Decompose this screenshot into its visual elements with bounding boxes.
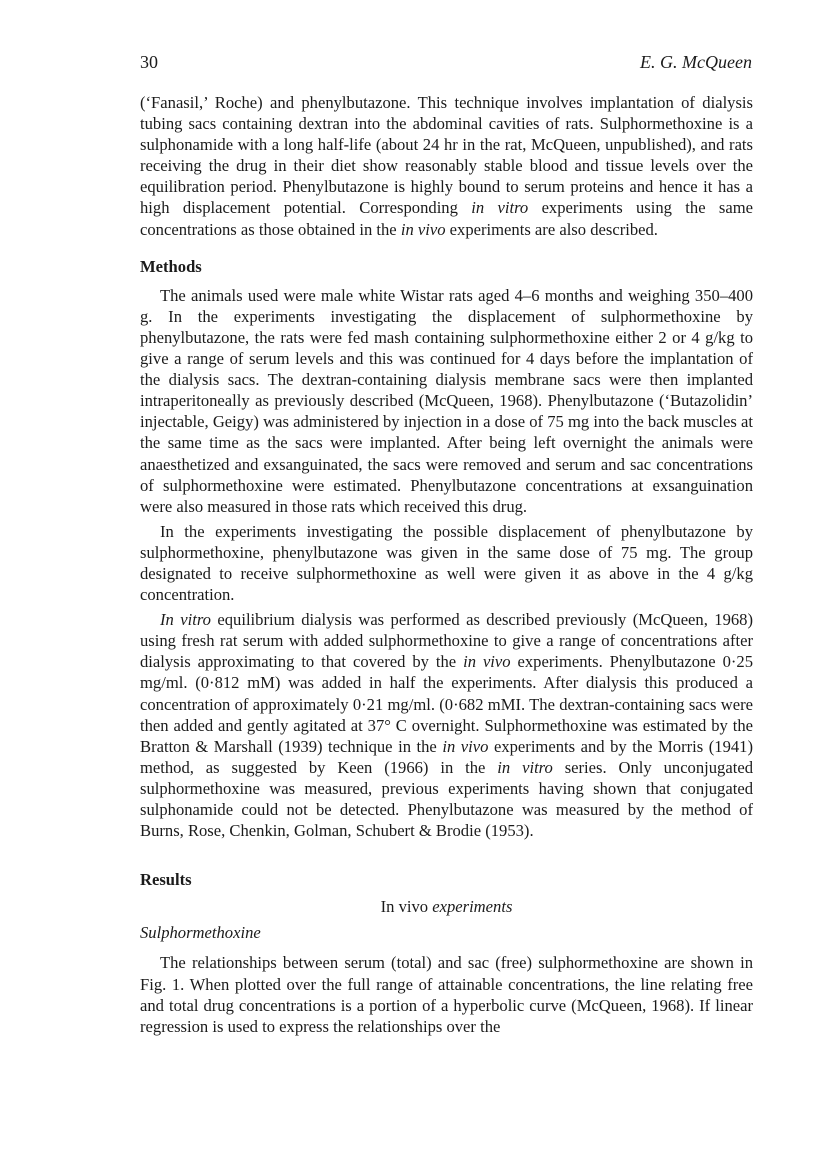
results-subheading: In vivo experiments	[380, 897, 513, 917]
page-number: 30	[140, 52, 158, 72]
methods-heading: Methods	[140, 256, 202, 276]
methods-paragraph-1: The animals used were male white Wistar rats aged 4–6 months and weighing 350–400 g. In the experiments investigating the displacement of sulphormethoxine by phenylbutazone, the rats were fed mash containing sulphormethoxine either 2 or 4 g/kg to give a range of serum levels and this was continued for 4 days before the implantation of the dialysis sacs. The dextran-containing dialysis membrane sacs were then implanted intraperitoneally as previously described (McQueen, 1968). Phenylbutazone (‘Butazolidin’ injectable, Geigy) was administered by injection in a dose of 75 mg into the back muscles at the same time as the sacs were implanted. After being left overnight the animals were anaesthetized and exsanguinated, the sacs were removed and serum and sac concentrations of sulphormethoxine were estimated. Phenylbutazone concentrations at exsanguination were also measured in those rats which received this drug.	[140, 285, 753, 516]
running-author: E. G. McQueen	[640, 52, 752, 72]
intro-paragraph: (‘Fanasil,’ Roche) and phenylbutazone. This technique involves implantation of dialysis tubing sacs containing dextran into the abdominal cavities of rats. Sulphormethoxine is a sulphonamide with a long half-life (about 24 hr in the rat, McQueen, unpublished), and rats receiving the drug in their diet show reasonably stable blood and tissue levels over the equilibration period. Phenylbutazone is highly bound to serum proteins and hence it has a high displacement potential. Corresponding in vitro experiments using the same concentrations as those obtained in the in vivo experiments are also described.	[140, 93, 754, 239]
running-header	[140, 52, 752, 76]
subsection-heading: Sulphormethoxine	[140, 923, 261, 943]
methods-paragraph-2: In the experiments investigating the possible displacement of phenylbutazone by sulphormethoxine, phenylbutazone was given in the same dose of 75 mg. The group designated to receive sulphormethoxine as well were given it as above in the 4 g/kg concentration.	[140, 521, 753, 605]
results-heading: Results	[140, 870, 192, 890]
methods-paragraph-3: In vitro equilibrium dialysis was performed as described previously (McQueen, 1968) using fresh rat serum with added sulphormethoxine to give a range of concentrations after dialysis approximating to that covered by the in vivo experiments. Phenylbutazone 0·25 mg/ml. (0·812 mM) was added in half the experiments. After dialysis this produced a concentration of approximately 0·21 mg/ml. (0·682 mMI. The dextran-containing sacs were then added and gently agitated at 37° C overnight. Sulphormethoxine was estimated by the Bratton & Marshall (1939) technique in the in vivo experiments and by the Morris (1941) method, as suggested by Keen (1966) in the in vitro series. Only unconjugated sulphormethoxine was measured, previous experiments having shown that conjugated sulphonamide could not be detected. Phenylbutazone was measured by the method of Burns, Rose, Chenkin, Golman, Schubert & Brodie (1953).	[140, 610, 753, 841]
results-paragraph-1: The relationships between serum (total) and sac (free) sulphormethoxine are shown in Fig. 1. When plotted over the full range of attainable concentrations, the line relating free and total drug concentrations is a portion of a hyperbolic curve (McQueen, 1968). If linear regression is used to express the relationships over the	[140, 953, 753, 1036]
article-body	[140, 92, 753, 1037]
